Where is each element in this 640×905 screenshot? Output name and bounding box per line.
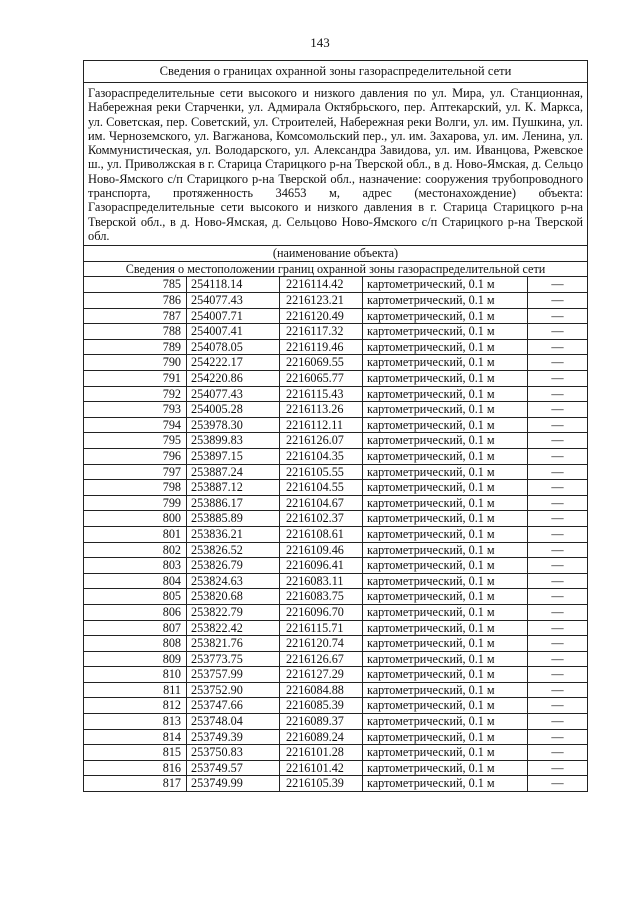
point-number: 809 — [84, 651, 187, 667]
method: картометрический, 0.1 м — [363, 729, 528, 745]
coord-y: 2216117.32 — [280, 324, 363, 340]
coord-x: 253750.83 — [187, 745, 280, 761]
coord-x: 254077.43 — [187, 386, 280, 402]
point-number: 815 — [84, 745, 187, 761]
coord-y: 2216083.11 — [280, 573, 363, 589]
note: — — [528, 277, 588, 293]
coord-x: 253978.30 — [187, 417, 280, 433]
table-row — [84, 558, 588, 574]
coord-y: 2216119.46 — [280, 339, 363, 355]
method: картометрический, 0.1 м — [363, 667, 528, 683]
table-title: Сведения о границах охранной зоны газораспределительной сети — [84, 61, 588, 83]
method: картометрический, 0.1 м — [363, 464, 528, 480]
coord-x: 253887.12 — [187, 480, 280, 496]
note: — — [528, 495, 588, 511]
coord-x: 254007.41 — [187, 324, 280, 340]
table-row — [84, 417, 588, 433]
table-row — [84, 371, 588, 387]
table-row — [84, 760, 588, 776]
point-number: 804 — [84, 573, 187, 589]
note: — — [528, 636, 588, 652]
table-row — [84, 589, 588, 605]
note: — — [528, 682, 588, 698]
coord-y: 2216065.77 — [280, 371, 363, 387]
table-row — [84, 651, 588, 667]
coord-x: 253749.57 — [187, 760, 280, 776]
table-row — [84, 698, 588, 714]
coord-y: 2216101.28 — [280, 745, 363, 761]
coord-y: 2216069.55 — [280, 355, 363, 371]
coord-x: 253826.52 — [187, 542, 280, 558]
point-number: 811 — [84, 682, 187, 698]
coord-x: 253821.76 — [187, 636, 280, 652]
table-row — [84, 495, 588, 511]
note: — — [528, 729, 588, 745]
table-row — [84, 293, 588, 309]
coord-y: 2216115.43 — [280, 386, 363, 402]
point-number: 792 — [84, 386, 187, 402]
location-heading-row — [84, 261, 588, 277]
note: — — [528, 339, 588, 355]
table-row — [84, 308, 588, 324]
method: картометрический, 0.1 м — [363, 417, 528, 433]
method: картометрический, 0.1 м — [363, 495, 528, 511]
coord-x: 254005.28 — [187, 402, 280, 418]
object-name-label: (наименование объекта) — [84, 246, 588, 262]
coord-x: 254118.14 — [187, 277, 280, 293]
coord-x: 253820.68 — [187, 589, 280, 605]
page-number: 143 — [310, 35, 330, 50]
note: — — [528, 558, 588, 574]
coord-y: 2216104.67 — [280, 495, 363, 511]
coord-x: 253749.99 — [187, 776, 280, 792]
method: картометрический, 0.1 м — [363, 355, 528, 371]
table-row — [84, 386, 588, 402]
note: — — [528, 542, 588, 558]
coord-y: 2216104.35 — [280, 448, 363, 464]
coord-x: 253899.83 — [187, 433, 280, 449]
coord-y: 2216126.07 — [280, 433, 363, 449]
method: картометрический, 0.1 м — [363, 448, 528, 464]
point-number: 787 — [84, 308, 187, 324]
method: картометрический, 0.1 м — [363, 698, 528, 714]
method: картометрический, 0.1 м — [363, 526, 528, 542]
method: картометрический, 0.1 м — [363, 542, 528, 558]
note: — — [528, 714, 588, 730]
table-row — [84, 714, 588, 730]
coord-y: 2216109.46 — [280, 542, 363, 558]
note: — — [528, 526, 588, 542]
coord-y: 2216114.42 — [280, 277, 363, 293]
table-row — [84, 339, 588, 355]
note: — — [528, 355, 588, 371]
coord-x: 253749.39 — [187, 729, 280, 745]
coord-y: 2216102.37 — [280, 511, 363, 527]
point-number: 799 — [84, 495, 187, 511]
table-row — [84, 542, 588, 558]
method: картометрический, 0.1 м — [363, 371, 528, 387]
coord-x: 253824.63 — [187, 573, 280, 589]
method: картометрический, 0.1 м — [363, 745, 528, 761]
coord-x: 253887.24 — [187, 464, 280, 480]
table-row — [84, 682, 588, 698]
note: — — [528, 511, 588, 527]
point-number: 788 — [84, 324, 187, 340]
table-row — [84, 464, 588, 480]
table-row — [84, 729, 588, 745]
coord-x: 253773.75 — [187, 651, 280, 667]
coord-y: 2216105.39 — [280, 776, 363, 792]
table-row — [84, 636, 588, 652]
note: — — [528, 604, 588, 620]
point-number: 798 — [84, 480, 187, 496]
coord-x: 253836.21 — [187, 526, 280, 542]
note: — — [528, 698, 588, 714]
point-number: 785 — [84, 277, 187, 293]
coord-y: 2216083.75 — [280, 589, 363, 605]
note: — — [528, 776, 588, 792]
method: картометрический, 0.1 м — [363, 604, 528, 620]
coord-x: 253757.99 — [187, 667, 280, 683]
note: — — [528, 745, 588, 761]
note: — — [528, 651, 588, 667]
coord-y: 2216113.26 — [280, 402, 363, 418]
method: картометрический, 0.1 м — [363, 620, 528, 636]
note: — — [528, 324, 588, 340]
table-row — [84, 745, 588, 761]
coord-x: 253885.89 — [187, 511, 280, 527]
method: картометрический, 0.1 м — [363, 760, 528, 776]
coord-x: 253748.04 — [187, 714, 280, 730]
coord-y: 2216120.74 — [280, 636, 363, 652]
table-row — [84, 402, 588, 418]
method: картометрический, 0.1 м — [363, 682, 528, 698]
location-heading: Сведения о местоположении границ охранной зоны газораспределительной сети — [84, 261, 588, 277]
note: — — [528, 417, 588, 433]
coord-x: 253752.90 — [187, 682, 280, 698]
coord-x: 253886.17 — [187, 495, 280, 511]
table-row — [84, 604, 588, 620]
coord-x: 253747.66 — [187, 698, 280, 714]
point-number: 793 — [84, 402, 187, 418]
note: — — [528, 620, 588, 636]
point-number: 801 — [84, 526, 187, 542]
coord-x: 254007.71 — [187, 308, 280, 324]
coord-y: 2216123.21 — [280, 293, 363, 309]
note: — — [528, 480, 588, 496]
method: картометрический, 0.1 м — [363, 293, 528, 309]
point-number: 806 — [84, 604, 187, 620]
method: картометрический, 0.1 м — [363, 558, 528, 574]
point-number: 807 — [84, 620, 187, 636]
coord-y: 2216089.24 — [280, 729, 363, 745]
method: картометрический, 0.1 м — [363, 573, 528, 589]
table-row — [84, 511, 588, 527]
coord-x: 254222.17 — [187, 355, 280, 371]
point-number: 813 — [84, 714, 187, 730]
method: картометрический, 0.1 м — [363, 589, 528, 605]
point-number: 803 — [84, 558, 187, 574]
table-row — [84, 480, 588, 496]
point-number: 816 — [84, 760, 187, 776]
table-row — [84, 667, 588, 683]
method: картометрический, 0.1 м — [363, 480, 528, 496]
coord-x: 253897.15 — [187, 448, 280, 464]
coord-y: 2216096.41 — [280, 558, 363, 574]
coord-y: 2216089.37 — [280, 714, 363, 730]
note: — — [528, 589, 588, 605]
table-row — [84, 620, 588, 636]
table-row — [84, 324, 588, 340]
method: картометрический, 0.1 м — [363, 339, 528, 355]
coord-x: 253822.42 — [187, 620, 280, 636]
table-row — [84, 433, 588, 449]
note: — — [528, 433, 588, 449]
point-number: 791 — [84, 371, 187, 387]
object-label-row — [84, 246, 588, 262]
coord-x: 253826.79 — [187, 558, 280, 574]
point-number: 796 — [84, 448, 187, 464]
title-row — [84, 61, 588, 83]
method: картометрический, 0.1 м — [363, 324, 528, 340]
method: картометрический, 0.1 м — [363, 511, 528, 527]
coord-y: 2216112.11 — [280, 417, 363, 433]
note: — — [528, 402, 588, 418]
boundary-table — [83, 60, 588, 792]
method: картометрический, 0.1 м — [363, 402, 528, 418]
note: — — [528, 448, 588, 464]
coord-y: 2216120.49 — [280, 308, 363, 324]
method: картометрический, 0.1 м — [363, 433, 528, 449]
note: — — [528, 760, 588, 776]
table-row — [84, 573, 588, 589]
coord-y: 2216108.61 — [280, 526, 363, 542]
note: — — [528, 308, 588, 324]
note: — — [528, 386, 588, 402]
note: — — [528, 464, 588, 480]
point-number: 790 — [84, 355, 187, 371]
coord-x: 254220.86 — [187, 371, 280, 387]
point-number: 810 — [84, 667, 187, 683]
point-number: 786 — [84, 293, 187, 309]
note: — — [528, 667, 588, 683]
coord-y: 2216101.42 — [280, 760, 363, 776]
object-description: Газораспределительные сети высокого и низкого давления по ул. Мира, ул. Станционная, Набережная реки Старченки, ул. Адмирала Октябрьского, пер. Аптекарский, ул. К. Маркса, ул. Советская, пер. Советский, ул. Строителей, Набережная реки Волги, ул. им. Пушкина, ул. им. Черноземского, ул. Вагжанова, Комсомольский пер., ул. им. Захарова, ул. им. Ленина, ул. Коммунистическая, ул. Володарского, ул. Александра Завидова, ул. им. Иванцова, Ржевское ш., ул. Приволжская в г. Старица Старицкого р-на Тверской обл., в д. Ново-Ямская, д. Сельцо Ново-Ямского с/п Старицкого р-на Тверской обл., назначение: сооружения трубопроводного транспорта, протяженность 34653 м, адрес (местонахождение) объекта: Газораспределительные сети высокого и низкого давления в г. Старица Старицкого р-на Тверской обл., в д. Ново-Ямская, д. Сельцово Ново-Ямского с/п Старицкого р-на Тверской обл. — [84, 83, 588, 246]
table-row — [84, 526, 588, 542]
point-number: 802 — [84, 542, 187, 558]
coord-y: 2216115.71 — [280, 620, 363, 636]
point-number: 814 — [84, 729, 187, 745]
method: картометрический, 0.1 м — [363, 636, 528, 652]
note: — — [528, 573, 588, 589]
coord-y: 2216085.39 — [280, 698, 363, 714]
coord-y: 2216105.55 — [280, 464, 363, 480]
table-row — [84, 448, 588, 464]
note: — — [528, 293, 588, 309]
table-row — [84, 776, 588, 792]
method: картометрический, 0.1 м — [363, 308, 528, 324]
point-number: 794 — [84, 417, 187, 433]
coord-y: 2216126.67 — [280, 651, 363, 667]
point-number: 812 — [84, 698, 187, 714]
point-number: 800 — [84, 511, 187, 527]
point-number: 789 — [84, 339, 187, 355]
description-row — [84, 83, 588, 246]
point-number: 795 — [84, 433, 187, 449]
method: картометрический, 0.1 м — [363, 277, 528, 293]
point-number: 817 — [84, 776, 187, 792]
coord-y: 2216096.70 — [280, 604, 363, 620]
point-number: 797 — [84, 464, 187, 480]
method: картометрический, 0.1 м — [363, 776, 528, 792]
method: картометрический, 0.1 м — [363, 651, 528, 667]
point-number: 808 — [84, 636, 187, 652]
method: картометрический, 0.1 м — [363, 714, 528, 730]
coord-y: 2216084.88 — [280, 682, 363, 698]
note: — — [528, 371, 588, 387]
method: картометрический, 0.1 м — [363, 386, 528, 402]
table-row — [84, 277, 588, 293]
coord-x: 253822.79 — [187, 604, 280, 620]
coord-x: 254078.05 — [187, 339, 280, 355]
point-number: 805 — [84, 589, 187, 605]
table-row — [84, 355, 588, 371]
coord-y: 2216104.55 — [280, 480, 363, 496]
coord-y: 2216127.29 — [280, 667, 363, 683]
coord-x: 254077.43 — [187, 293, 280, 309]
